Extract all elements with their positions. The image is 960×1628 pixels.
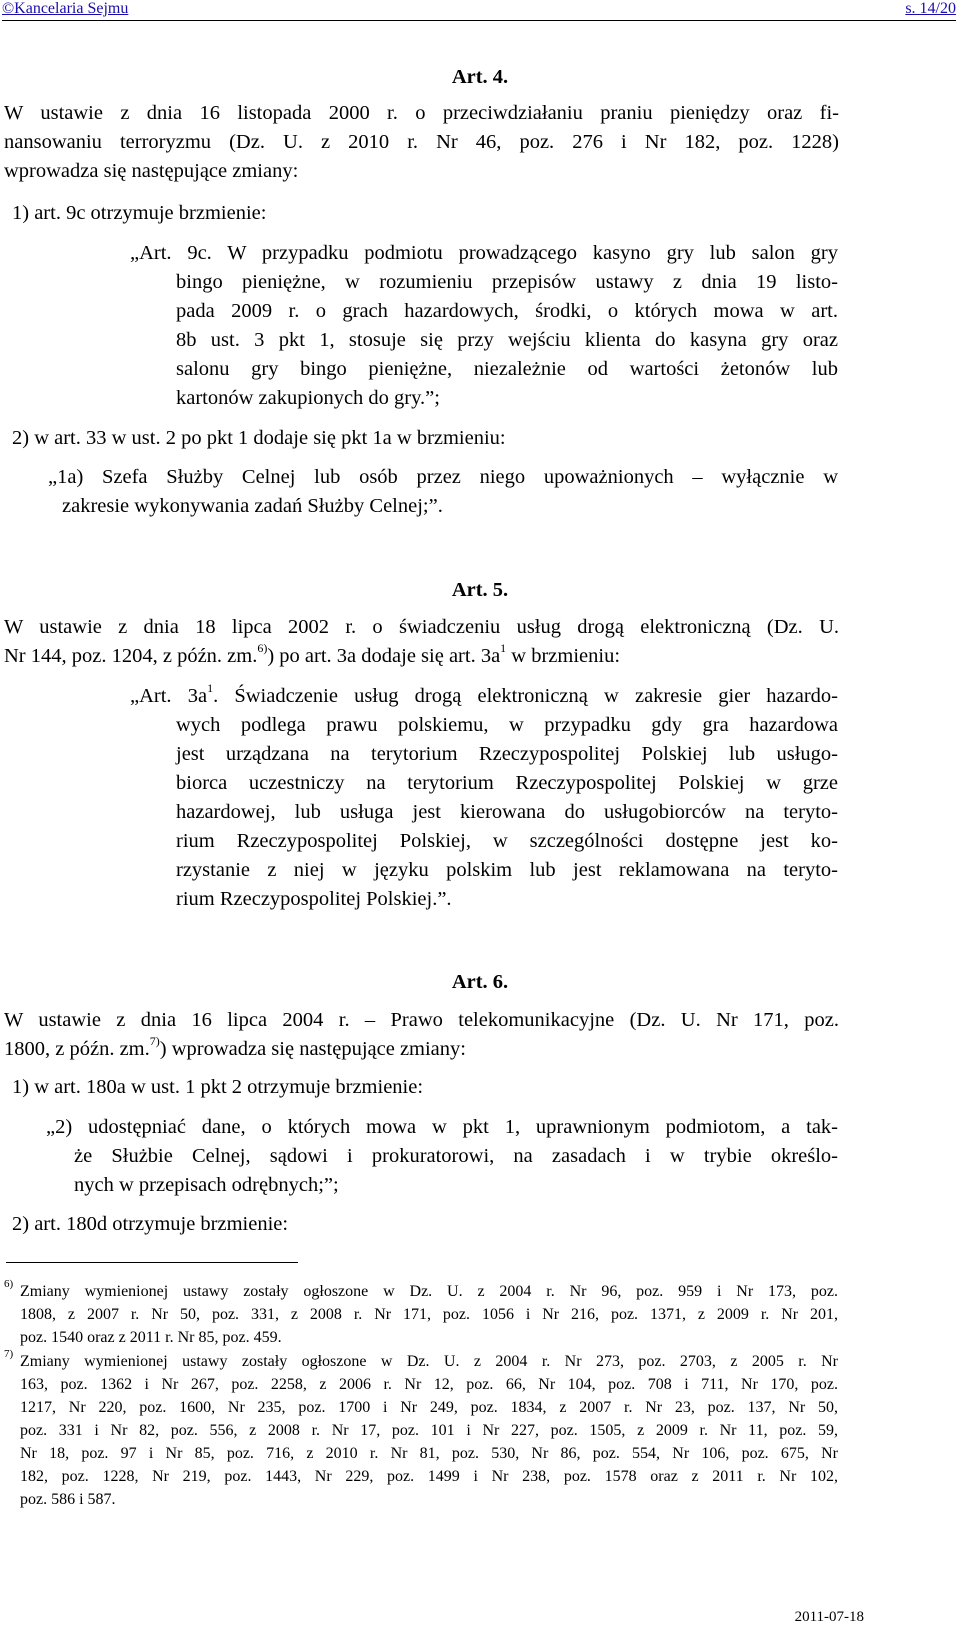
art6-point-2: 2) art. 180d otrzymuje brzmienie: bbox=[12, 1213, 289, 1235]
footnote-7-line-3: 1217, Nr 220, poz. 1600, Nr 235, poz. 1700 i Nr 249, poz. 1834, z 2007 r. Nr 23, poz. 137, Nr 50, bbox=[20, 1399, 838, 1416]
footnote-6-mark bbox=[4, 1277, 14, 1302]
footnote-7-line-7: poz. 586 i 587. bbox=[20, 1491, 116, 1508]
art5-intro-line-2 bbox=[4, 642, 620, 671]
footnote-7-line-2: 163, poz. 1362 i Nr 267, poz. 2258, z 2006 r. Nr 12, poz. 66, Nr 104, poz. 708 i 711, Nr 170, poz. bbox=[20, 1376, 838, 1393]
art4-point-2: 2) w art. 33 w ust. 2 po pkt 1 dodaje się pkt 1a w brzmieniu: bbox=[12, 427, 506, 449]
art5-quote-text: . Świadczenie usług drogą elektroniczną w zakresie gier hazardo- bbox=[213, 685, 839, 707]
art4-quote1-line-1: „Art. 9c. W przypadku podmiotu prowadzącego kasyno gry lub salon gry bbox=[130, 242, 838, 264]
art6-quote-line-2: że Służbie Celnej, sądowi i prokuratorowi, na zasadach i w trybie określo- bbox=[74, 1145, 838, 1167]
art6-quote-line-1: „2) udostępniać dane, o których mowa w pkt 1, uprawnionym podmiotom, a tak- bbox=[46, 1116, 838, 1138]
footnote-separator bbox=[6, 1262, 298, 1263]
footnote-7-number: 7) bbox=[4, 1347, 14, 1360]
copyright-link[interactable]: ©Kancelaria Sejmu bbox=[2, 0, 129, 17]
art4-intro-line-3: wprowadza się następujące zmiany: bbox=[4, 160, 299, 182]
art5-intro-text-b: ) po art. 3a dodaje się art. 3a bbox=[267, 645, 501, 667]
art5-heading: Art. 5. bbox=[451, 579, 509, 601]
art4-heading: Art. 4. bbox=[451, 66, 509, 88]
art5-quote-line-2: wych podlega prawu polskiemu, w przypadku gdy gra hazardowa bbox=[176, 714, 838, 736]
art4-intro-line-1: W ustawie z dnia 16 listopada 2000 r. o przeciwdziałaniu praniu pieniędzy oraz fi- bbox=[4, 102, 839, 124]
art6-heading: Art. 6. bbox=[451, 971, 509, 993]
footnote-7-line-6: 182, poz. 1228, Nr 219, poz. 1443, Nr 229, poz. 1499 i Nr 238, poz. 1578 oraz z 2011 r. Nr 102, bbox=[20, 1468, 838, 1485]
footer-date: 2011-07-18 bbox=[794, 1609, 864, 1625]
art4-intro-line-2: nansowaniu terroryzmu (Dz. U. z 2010 r. Nr 46, poz. 276 i Nr 182, poz. 1228) bbox=[4, 131, 839, 153]
art5-quote-line-1 bbox=[130, 682, 838, 711]
art6-point-1: 1) w art. 180a w ust. 1 pkt 2 otrzymuje brzmienie: bbox=[12, 1076, 424, 1098]
art5-quote-line-3: jest urządzana na terytorium Rzeczypospolitej Polskiej lub usługo- bbox=[176, 743, 838, 765]
art5-quote-line-6: rium Rzeczypospolitej Polskiej, w szczególności dostępne jest ko- bbox=[176, 830, 838, 852]
footnote-7-line-5: Nr 18, poz. 97 i Nr 85, poz. 716, z 2010 r. Nr 81, poz. 530, Nr 86, poz. 554, Nr 106, poz. 675, Nr bbox=[20, 1445, 838, 1462]
art5-quote-line-4: biorca uczestniczy na terytorium Rzeczypospolitej Polskiej w grze bbox=[176, 772, 838, 794]
art4-quote1-line-5: salonu gry bingo pieniężne, niezależnie od wartości żetonów lub bbox=[176, 358, 838, 380]
art4-quote1-line-2: bingo pieniężne, w rozumieniu przepisów ustawy z dnia 19 listo- bbox=[176, 271, 838, 293]
footnote-ref-6[interactable]: 6) bbox=[257, 641, 268, 656]
art4-quote2-line-1: „1a) Szefa Służby Celnej lub osób przez niego upoważnionych – wyłącznie w bbox=[48, 466, 838, 488]
art6-intro-text-a: 1800, z późn. zm. bbox=[4, 1038, 150, 1060]
footnote-ref-7[interactable]: 7) bbox=[149, 1034, 160, 1049]
art5-intro-text-c: w brzmieniu: bbox=[506, 645, 621, 667]
art5-quote-label: „Art. 3a bbox=[130, 685, 208, 707]
art4-quote1-line-3: pada 2009 r. o grach hazardowych, środki, o których mowa w art. bbox=[176, 300, 838, 322]
footnote-6-number: 6) bbox=[4, 1277, 14, 1290]
art5-quote-line-7: rzystanie z niej w języku polskim lub jest reklamowana na teryto- bbox=[176, 859, 838, 881]
art6-intro-line-1: W ustawie z dnia 16 lipca 2004 r. – Prawo telekomunikacyjne (Dz. U. Nr 171, poz. bbox=[4, 1009, 839, 1031]
superscript-1: 1 bbox=[207, 681, 214, 696]
footnote-6-line-3: poz. 1540 oraz z 2011 r. Nr 85, poz. 459. bbox=[20, 1329, 282, 1346]
art5-intro-line-1: W ustawie z dnia 18 lipca 2002 r. o świadczeniu usług drogą elektroniczną (Dz. U. bbox=[4, 616, 839, 638]
page-number-link[interactable]: s. 14/20 bbox=[905, 0, 956, 17]
art4-point-1: 1) art. 9c otrzymuje brzmienie: bbox=[12, 202, 267, 224]
superscript-1: 1 bbox=[500, 641, 507, 656]
art5-quote-line-8: rium Rzeczypospolitej Polskiej.”. bbox=[176, 888, 452, 910]
footnote-7-line-1: Zmiany wymienionej ustawy zostały ogłoszone w Dz. U. z 2004 r. Nr 273, poz. 2703, z 2005 r. Nr bbox=[20, 1353, 838, 1370]
art4-quote2-line-2: zakresie wykonywania zadań Służby Celnej;”. bbox=[62, 495, 443, 517]
footnote-6-line-2: 1808, z 2007 r. Nr 50, poz. 331, z 2008 r. Nr 171, poz. 1056 i Nr 216, poz. 1371, z 2009 r. Nr 201, bbox=[20, 1306, 838, 1323]
art5-intro-text-a: Nr 144, poz. 1204, z późn. zm. bbox=[4, 645, 258, 667]
page-header bbox=[2, 0, 956, 21]
art6-intro-line-2 bbox=[4, 1035, 466, 1064]
footnote-7-line-4: poz. 331 i Nr 82, poz. 556, z 2008 r. Nr 17, poz. 101 i Nr 227, poz. 1505, z 2009 r. Nr 11, poz. 59, bbox=[20, 1422, 838, 1439]
art4-quote1-line-6: kartonów zakupionych do gry.”; bbox=[176, 387, 440, 409]
footnote-7-mark bbox=[4, 1347, 14, 1372]
art5-quote-line-5: hazardowej, lub usługa jest kierowana do usługobiorców na teryto- bbox=[176, 801, 838, 823]
art4-quote1-line-4: 8b ust. 3 pkt 1, stosuje się przy wejściu klienta do kasyna gry oraz bbox=[176, 329, 838, 351]
art6-intro-text-b: ) wprowadza się następujące zmiany: bbox=[159, 1038, 466, 1060]
footnote-6-line-1: Zmiany wymienionej ustawy zostały ogłoszone w Dz. U. z 2004 r. Nr 96, poz. 959 i Nr 173, poz. bbox=[20, 1283, 838, 1300]
art6-quote-line-3: nych w przepisach odrębnych;”; bbox=[74, 1174, 339, 1196]
